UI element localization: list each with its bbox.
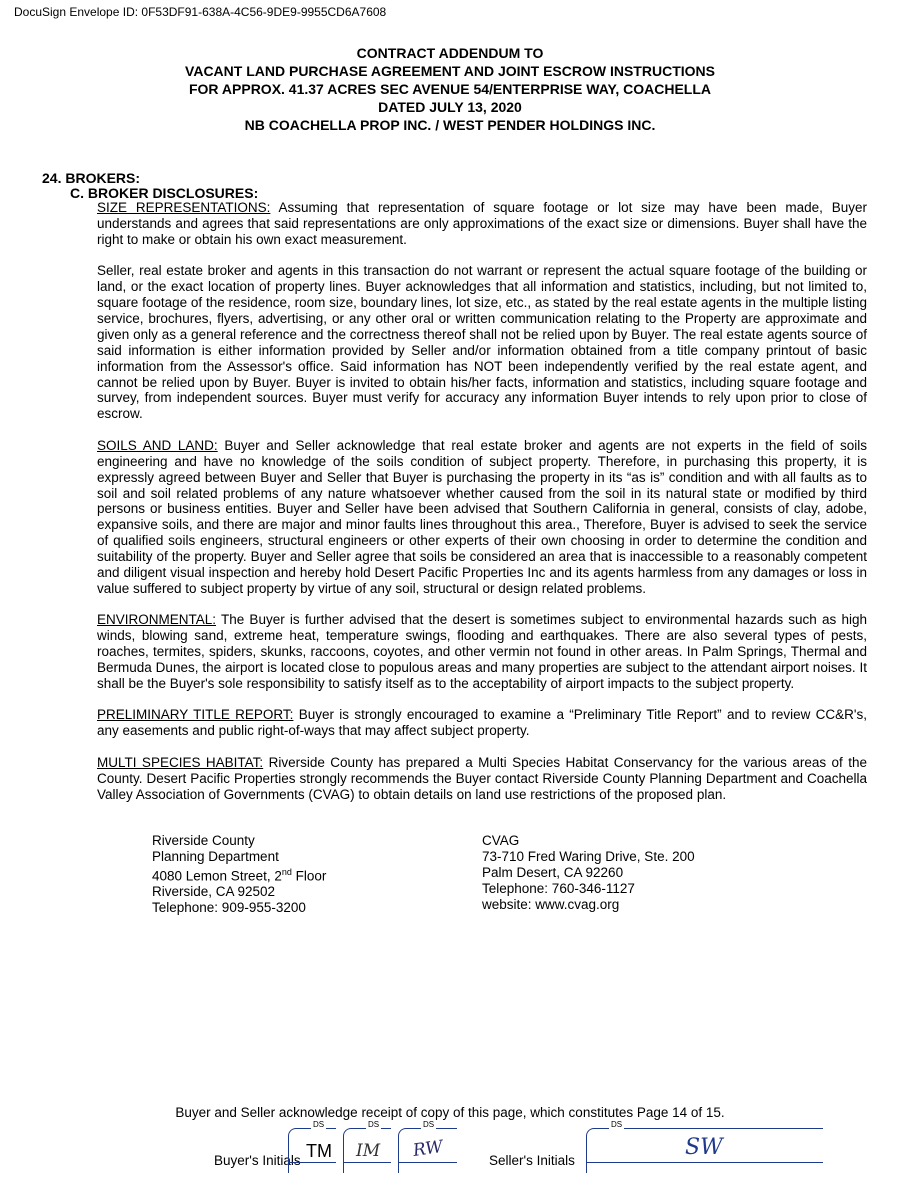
buyer-initials-label: Buyer's Initials (214, 1153, 301, 1168)
paragraph-text: Assuming that representation of square footage or lot size may have been made, Buyer understands and agrees that said representations are only approximations of the exact size or dimensions. Buyer shall have the right to make or obtain his own exact measurement. (97, 200, 867, 247)
initial-line (289, 1162, 336, 1163)
initial-line (399, 1162, 457, 1163)
paragraph-text: Buyer and Seller acknowledge that real estate broker and agents are not experts in the field of soils engineering and have no knowledge of the soils condition of subject property. Therefore, in purchasing this property, it is expressly agreed between Buyer and Seller that Buyer is purchasing the property in its “as is” condition and with all faults as to soil and soil related problems of any nature whatsoever whether caused from the soil in its natural state or modified by third persons or business entities. Buyer and Seller have been advised that Southern California in general, consists of clay, adobe, expansive soils, and there are major and minor faults lines throughout this area., Therefore, Buyer is advised to seek the service of qualified soils engineers, structural engineers or other experts of their own choosing in order to determine the condition and suitability of the property. Buyer and Seller agree that soils be considered an area that is inaccessible to a reasonably competent and diligent visual inspection and hereby hold Desert Pacific Properties Inc and its agents harmless from any damages or loss in value suffered to subject property by virtue of any soil, structural or design related problems. (97, 437, 867, 596)
environmental-paragraph (97, 612, 867, 692)
contact-line: Palm Desert, CA 92260 (482, 864, 624, 880)
contact-line: 73-710 Fred Waring Drive, Ste. 200 (482, 848, 695, 864)
paragraph-text: Buyer is strongly encouraged to examine a “Preliminary Title Report” and to review CC&R's, any easements and public right-of-ways that may affect subject property. (97, 707, 867, 739)
initials-text: TM (306, 1141, 332, 1161)
ordinal-suffix: nd (281, 866, 292, 877)
ds-tag: DS (611, 1120, 623, 1129)
title-line: NB COACHELLA PROP INC. / WEST PENDER HOLDINGS INC. (244, 117, 656, 133)
size-representations-paragraph (97, 200, 867, 248)
contact-line: Riverside, CA 92502 (152, 884, 276, 900)
contact-line: CVAG (482, 833, 520, 848)
paragraph-heading: SIZE REPRESENTATIONS: (97, 200, 271, 215)
section-heading: 24. BROKERS: (42, 170, 141, 186)
initials-text: IM (356, 1141, 381, 1161)
paragraph-text: The Buyer is further advised that the desert is sometimes subject to environmental hazards such as high winds, blowing sand, extreme heat, temperature swings, flooding and earthquakes. There are also several types of pests, roaches, termites, spiders, skunks, raccoons, coyotes, and other vermin not found in other areas. In Palm Springs, Thermal and Bermuda Dunes, the airport is located close to populous areas and many properties are subject to the attendant airport noises. It shall be the Buyer's sole responsibility to satisfy itself as to the acceptability of airport impacts to the subject property. (97, 612, 867, 691)
paragraph-text: Seller, real estate broker and agents in this transaction do not warrant or represent the actual square footage of the building or land, or the exact location of property lines. Buyer acknowledges that all information and statistics, including, but not limited to, square footage of the residence, room size, boundary lines, lot size, etc., as stated by the real estate agents in the multiple listing service, brochures, flyers, advertising, or any other oral or written communication relating to the Property are approximate and given only as a general reference and the correctness thereof shall not be relied upon by Buyer. The real estate agents source of said information is either information provided by Seller and/or information obtained from a title company printout of basic information from the Assessor's office. Said information has NOT been independently verified by the real estate agent, and cannot be relied upon by Buyer. Buyer is invited to obtain his/her facts, information and statistics, including square footage and survey, from independent sources. Buyer must verify for accuracy any information Buyer intends to rely upon prior to close of escrow. (97, 263, 867, 422)
contact-line: Planning Department (152, 848, 279, 864)
subsection-heading: C. BROKER DISCLOSURES: (70, 185, 259, 201)
address-text: 4080 Lemon Street, 2 (152, 868, 282, 884)
cvag-contact (482, 833, 695, 913)
contact-line: Telephone: 909-955-3200 (152, 900, 306, 916)
paragraph-heading: SOILS AND LAND: (97, 437, 218, 453)
ds-tag: DS (313, 1120, 325, 1129)
initials-signature: RW (411, 1137, 445, 1161)
buyer-initial-field-1[interactable] (288, 1120, 336, 1173)
paragraph-heading: MULTI SPECIES HABITAT: (97, 754, 264, 770)
seller-initials-label: Seller's Initials (489, 1153, 575, 1168)
riverside-county-contact (152, 833, 326, 916)
ds-tag: DS (368, 1120, 380, 1129)
contact-line: website: www.cvag.org (482, 896, 620, 912)
buyer-initial-field-3[interactable] (398, 1120, 457, 1173)
paragraph-heading: ENVIRONMENTAL: (97, 612, 217, 628)
initial-line (587, 1162, 823, 1163)
floor-text: Floor (291, 868, 327, 884)
contact-line: Riverside County (152, 833, 255, 848)
paragraph-heading: PRELIMINARY TITLE REPORT: (97, 707, 294, 723)
title-line: DATED JULY 13, 2020 (378, 99, 522, 115)
disclosures-body (97, 200, 867, 818)
multi-species-paragraph (97, 755, 867, 803)
contact-line (152, 865, 326, 884)
soils-and-land-paragraph (97, 438, 867, 597)
document-title (0, 44, 900, 134)
initial-line (344, 1162, 391, 1163)
acknowledgement-text: Buyer and Seller acknowledge receipt of copy of this page, which constitutes Page 14 of 15. (175, 1105, 725, 1120)
square-footage-paragraph (97, 263, 867, 422)
contact-line: Telephone: 760-346-1127 (482, 880, 635, 896)
ds-tag: DS (423, 1120, 435, 1129)
paragraph-text: Riverside County has prepared a Multi Species Habitat Conservancy for the various areas of the County. Desert Pacific Properties strongly recommends the Buyer contact Riverside County Planning Department and Coachella Valley Association of Governments (CVAG) to obtain details on land use restrictions of the proposed plan. (97, 754, 867, 802)
seller-initial-field[interactable] (586, 1120, 823, 1173)
initials-signature: SW (685, 1135, 723, 1160)
buyer-initial-field-2[interactable] (343, 1120, 391, 1173)
envelope-id: DocuSign Envelope ID: 0F53DF91-638A-4C56-9DE9-9955CD6A7608 (14, 5, 387, 19)
preliminary-title-paragraph (97, 707, 867, 739)
title-line: CONTRACT ADDENDUM TO (356, 45, 544, 61)
title-line: VACANT LAND PURCHASE AGREEMENT AND JOINT ESCROW INSTRUCTIONS (185, 63, 715, 79)
title-line: FOR APPROX. 41.37 ACRES SEC AVENUE 54/ENTERPRISE WAY, COACHELLA (188, 81, 711, 97)
